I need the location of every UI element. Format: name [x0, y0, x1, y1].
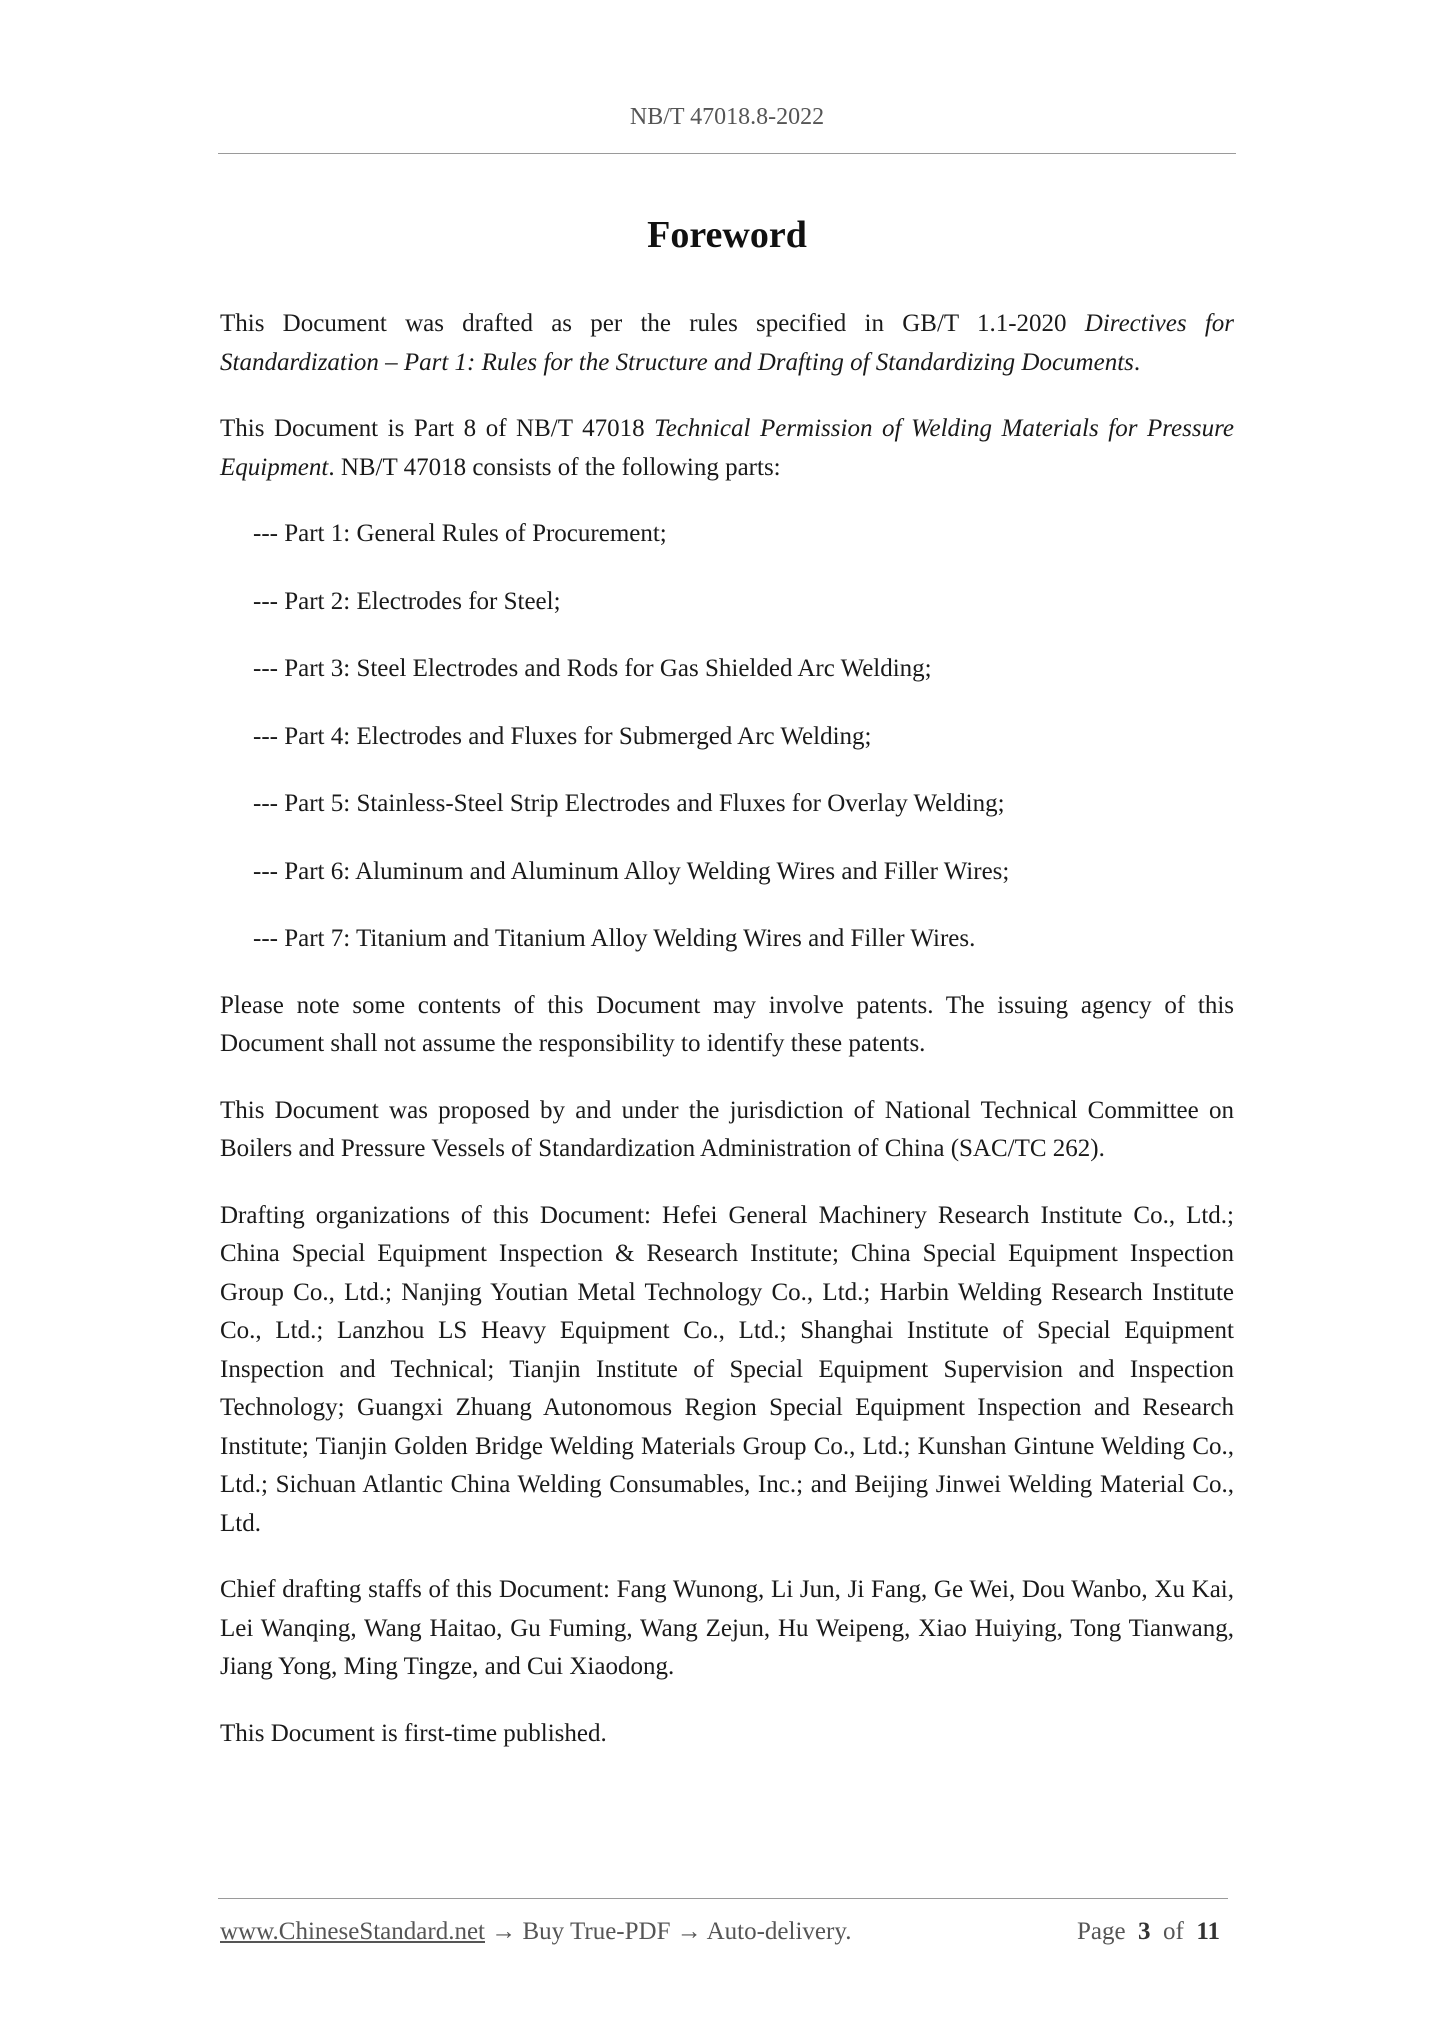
list-item: --- Part 7: Titanium and Titanium Alloy Welding Wires and Filler Wires. — [253, 925, 976, 952]
list-item: --- Part 2: Electrodes for Steel; — [253, 587, 561, 615]
footer-promo-text: → Buy True-PDF → Auto-delivery. — [485, 1918, 852, 1945]
list-item: --- Part 5: Stainless-Steel Strip Electrodes and Fluxes for Overlay Welding; — [253, 790, 1005, 817]
paragraph-text: . — [1133, 348, 1141, 376]
italic-standard-title: Technical Permission of Welding Materials for Pressure Equipment — [220, 415, 1234, 481]
list-item: --- Part 3: Steel Electrodes and Rods for Gas Shielded Arc Welding; — [253, 655, 932, 682]
italic-directive-title: Directives for Standardization – Part 1: Rules for the Structure and Drafting of Standardizing Documents — [220, 310, 1235, 376]
footer-promo — [220, 1918, 851, 1946]
paragraph-text: This Document is Part 8 of NB/T 47018 — [220, 415, 655, 442]
header-divider — [218, 153, 1236, 154]
foreword-body — [220, 305, 1234, 1781]
page-of-label: of — [1163, 1918, 1184, 1945]
page-counter — [1077, 1918, 1220, 1946]
document-number-header: NB/T 47018.8-2022 — [629, 104, 825, 130]
total-pages-number: 11 — [1196, 1918, 1220, 1945]
current-page-number: 3 — [1138, 1918, 1151, 1945]
paragraph-drafting-organizations: Drafting organizations of this Document: Hefei General Machinery Research Institute Co., Ltd.; China Special Equipment Inspection & Research Institute; China Special Equipment Inspection Group Co., Ltd.; Nanjing Youtian Metal Technology Co., Ltd.; Harbin Welding Research Institute Co., Ltd.; Lanzhou LS Heavy Equipment Co., Ltd.; Shanghai Institute of Special Equipment Inspection and Technical; Tianjin Institute of Special Equipment Supervision and Inspection Technology; Guangxi Zhuang Autonomous Region Special Equipment Inspection and Research Institute; Tianjin Golden Bridge Welding Materials Group Co., Ltd.; Kunshan Gintune Welding Co., Ltd.; Sichuan Atlantic China Welding Consumables, Inc.; and Beijing Jinwei Welding Material Co., Ltd. — [220, 1201, 1234, 1537]
page-label: Page — [1076, 1918, 1126, 1945]
paragraph-first-published: This Document is first-time published. — [220, 1719, 607, 1747]
paragraph-patents: Please note some contents of this Document may involve patents. The issuing agency of this Document shall not assume the responsibility to identify these patents. — [220, 991, 1234, 1057]
page-title: Foreword — [647, 214, 807, 256]
paragraph-text: . NB/T 47018 consists of the following parts: — [328, 453, 781, 481]
paragraph-drafting-rules — [220, 305, 1234, 382]
paragraph-proposed-by: This Document was proposed by and under the jurisdiction of National Technical Committee on Boilers and Pressure Vessels of Standardization Administration of China (SAC/TC 262). — [220, 1096, 1234, 1162]
list-item: --- Part 4: Electrodes and Fluxes for Submerged Arc Welding; — [253, 722, 872, 750]
footer-divider — [218, 1898, 1228, 1899]
website-link[interactable]: www.ChineseStandard.net — [220, 1918, 485, 1945]
list-item: --- Part 6: Aluminum and Aluminum Alloy Welding Wires and Filler Wires; — [253, 857, 1010, 885]
paragraph-text: This Document was drafted as per the rules specified in GB/T 1.1-2020 — [220, 310, 1085, 337]
list-item: --- Part 1: General Rules of Procurement; — [253, 520, 667, 547]
paragraph-chief-drafting-staff: Chief drafting staffs of this Document: Fang Wunong, Li Jun, Ji Fang, Ge Wei, Dou Wanbo, Xu Kai, Lei Wanqing, Wang Haitao, Gu Fuming, Wang Zejun, Hu Weipeng, Xiao Huiying, Tong Tianwang, Jiang Yong, Ming Tingze, and Cui Xiaodong. — [220, 1576, 1234, 1680]
parts-list — [220, 515, 1234, 959]
paragraph-part-info — [220, 410, 1234, 487]
